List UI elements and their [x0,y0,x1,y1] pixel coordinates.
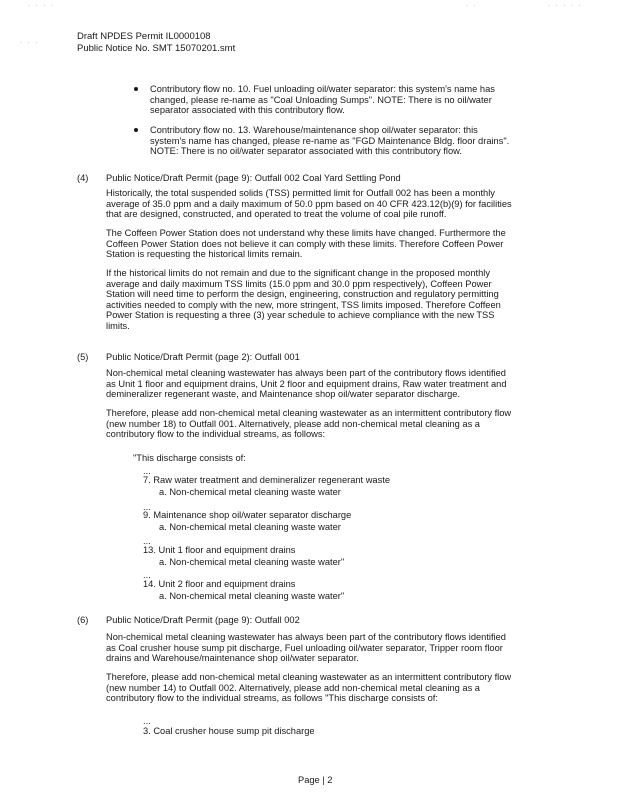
list-item: 9. Maintenance shop oil/water separator discharge [143,510,352,520]
ellipsis: ... [143,716,151,726]
page-number: Page | 2 [298,775,333,785]
bullet-icon [133,86,139,92]
scan-artifact: · · [466,3,478,9]
header-permit: Draft NPDES Permit IL0000108 [77,31,211,42]
list-subitem: a. Non-chemical metal cleaning waste water" [159,557,345,567]
list-item: 3. Coal crusher house sump pit discharge [143,726,315,736]
section-heading: Public Notice/Draft Permit (page 9): Outfall 002 [106,615,300,625]
section-number: (4) [77,173,89,183]
list-subitem: a. Non-chemical metal cleaning waste water" [159,591,345,601]
paragraph: If the historical limits do not remain and due to the significant change in the proposed monthly average and daily maximum TSS limits (15.0 ppm and 30.0 ppm respectively), Coffeen Power Station will need time to perform the design, engineering, construction and regulatory permitting activities needed to comply with the new, more stringent, TSS limits imposed. Therefore Coffeen Power Station is requesting a three (3) year schedule to achieve compliance with the new TSS limits. [106,268,501,331]
list-item: 14. Unit 2 floor and equipment drains [143,579,296,589]
header-notice: Public Notice No. SMT 15070201.smt [77,43,236,54]
quote-intro: "This discharge consists of: [133,453,246,463]
paragraph: Therefore, please add non-chemical metal cleaning wastewater as an intermittent contributory flow (new number 18) to Outfall 001. Alternatively, please add non-chemical metal cleaning as a contributory flow to the individual streams, as follows: [106,408,512,440]
section-number: (6) [77,615,89,625]
list-item: 7. Raw water treatment and demineralizer regenerant waste [143,475,391,485]
scan-artifact: · · · · · [548,3,583,9]
section-heading: Public Notice/Draft Permit (page 2): Outfall 001 [106,352,300,362]
scan-artifact: · · · [20,40,40,46]
section-number: (5) [77,352,89,362]
paragraph: Non-chemical metal cleaning wastewater has always been part of the contributory flows identified as Coal crusher house sump pit discharge, Fuel unloading oil/water separator, Tripper room floor drains and Warehouse/maintenance shop oil/water separator. [106,632,506,664]
ellipsis: ... [143,502,151,512]
ellipsis: ... [143,536,151,546]
paragraph: Non-chemical metal cleaning wastewater has always been part of the contributory flows identified as Unit 1 floor and equipment drains, Unit 2 floor and equipment drains, Raw water treatment and demineralizer regenerant waste, and Maintenance shop oil/water separator discharge. [106,368,507,400]
list-subitem: a. Non-chemical metal cleaning waste water [159,487,341,497]
ellipsis: ... [143,466,151,476]
bullet-text: Contributory flow no. 13. Warehouse/maintenance shop oil/water separator: this system's name has changed, please re-name as "FGD Maintenance Bldg. floor drains". NOTE: There is no oil/water separator associated with this contributory flow. [150,125,510,157]
ellipsis: ... [143,570,151,580]
bullet-text: Contributory flow no. 10. Fuel unloading oil/water separator: this system's name has changed, please re-name as "Coal Unloading Sumps". NOTE: There is no oil/water separator associated with this contributory flow. [150,84,495,116]
paragraph: The Coffeen Power Station does not understand why these limits have changed. Furthermore the Coffeen Power Station does not believe it can comply with these limits. Therefore Coffeen Power Station is requesting the historical limits remain. [106,228,506,260]
list-item: 13. Unit 1 floor and equipment drains [143,545,296,555]
section-heading: Public Notice/Draft Permit (page 9): Outfall 002 Coal Yard Settling Pond [106,173,401,183]
list-subitem: a. Non-chemical metal cleaning waste water [159,522,341,532]
bullet-icon [133,127,139,133]
scan-artifact: · · · · [28,3,55,9]
paragraph: Historically, the total suspended solids (TSS) permitted limit for Outfall 002 has been a monthly average of 35.0 ppm and a daily maximum of 50.0 ppm based on 40 CFR 423.12(b)(9) for facilities that are designed, constructed, and operated to treat the volume of coal pile runoff. [106,188,512,220]
paragraph: Therefore, please add non-chemical metal cleaning wastewater as an intermittent contributory flow (new number 14) to Outfall 002. Alternatively, please add non-chemical metal cleaning as a contributory flow to the individual streams, as follows "This discharge consists of: [106,672,512,704]
